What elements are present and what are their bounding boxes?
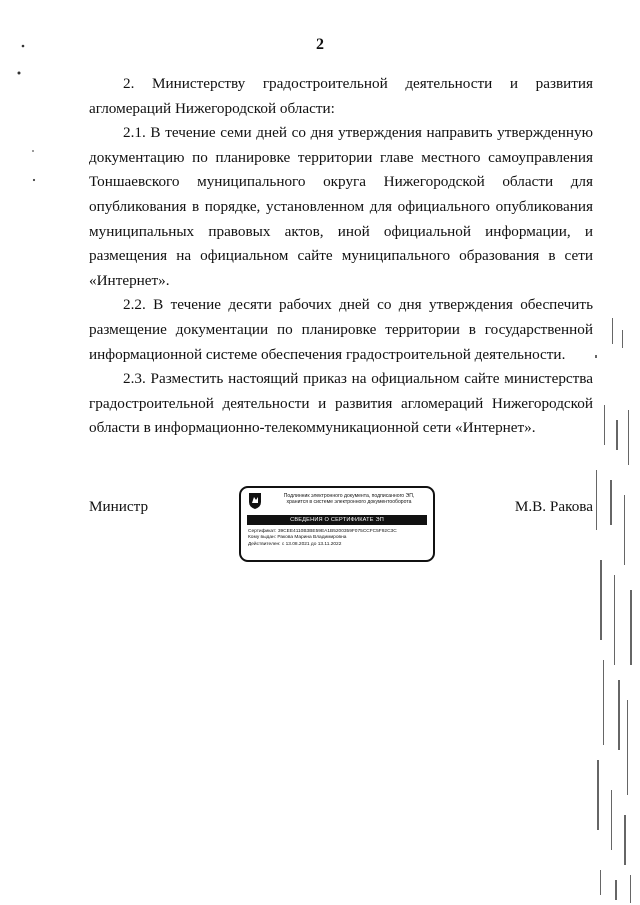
paragraph-2-3: 2.3. Разместить настоящий приказ на официальном сайте министерства градостроительной деятельности и развития агломераций Нижегородской области в информационно-телекоммуникационной сети «Интернет». — [89, 370, 593, 437]
paragraph-2-1: 2.1. В течение семи дней со дня утверждения направить утвержденную документацию по планировке территории главе местного самоуправления Тоншаевского муниципального округа Нижегородской области для опубликования в порядке, установленном для официального опубликования муниципальных правовых актов, иной официальной информации, и размещения на официальном сайте муниципального образования в сети «Интернет». — [89, 124, 593, 289]
stamp-certificate-bar: СВЕДЕНИЯ О СЕРТИФИКАТЕ ЭП — [247, 515, 427, 525]
paragraph-2-2: 2.2. В течение десяти рабочих дней со дня утверждения обеспечить размещение документации по планировке территории в государственной информационной системе обеспечения градостроительной деятельности. — [89, 296, 593, 363]
coat-of-arms-icon — [248, 492, 262, 510]
page-number: 2 — [316, 36, 324, 53]
stamp-header — [267, 493, 431, 506]
stamp-header-line-2: хранится в системе электронного документооборота — [286, 499, 412, 506]
stamp-certificate-number: Сертификат: 39CEE4110B3BE59EA1B5200359F075CCFC5F92C3C — [248, 529, 397, 534]
stamp-details — [248, 529, 430, 548]
electronic-signature-stamp — [239, 486, 435, 562]
stamp-header-line-1: Подлинник электронного документа, подписанного ЭП, — [283, 493, 415, 499]
signatory-title: Министр — [89, 498, 149, 515]
document-body — [89, 72, 593, 441]
signatory-name: М.В. Ракова — [514, 498, 593, 515]
signature-block — [89, 488, 593, 572]
paragraph-2: 2. Министерству градостроительной деятельности и развития агломераций Нижегородской области: — [89, 75, 593, 117]
stamp-validity: Действителен: с 13.08.2021 до 13.11.2022 — [248, 541, 342, 547]
stamp-issued-to: Кому выдан: Ракова Марина Владимировна — [248, 535, 347, 541]
